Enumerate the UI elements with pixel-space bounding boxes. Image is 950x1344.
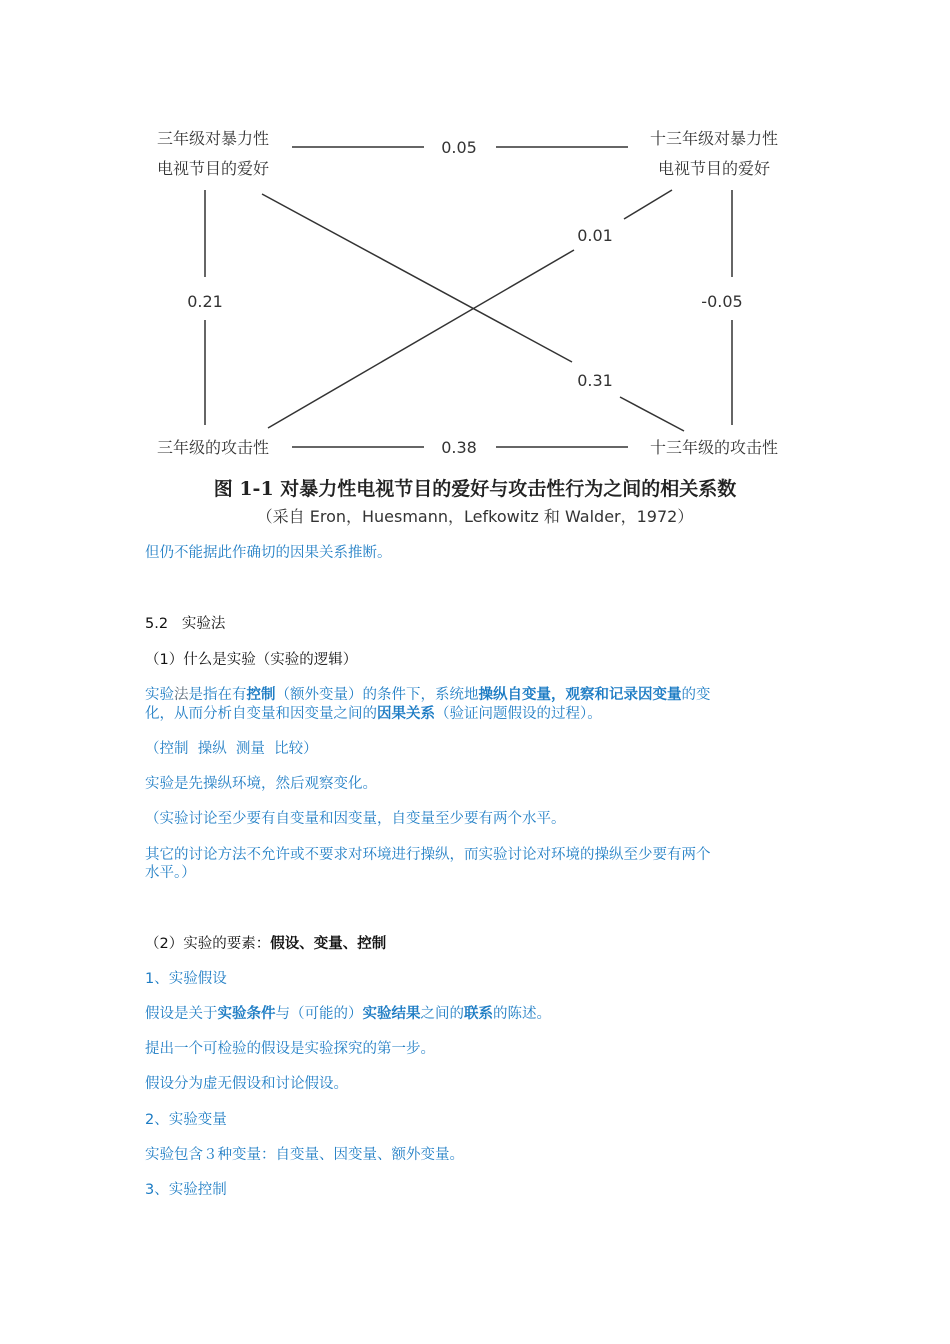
correlation-diagram <box>0 0 950 530</box>
figure-source: （采自 Eron，Huesmann，Lefkowitz 和 Walder，1972） <box>256 507 694 526</box>
def-text-c: 是指在有 <box>188 687 247 703</box>
heading-2-text: （2）实验的要素： <box>145 936 271 952</box>
corr-right: -0.05 <box>701 292 743 311</box>
def-bold-control: 控制 <box>246 687 276 703</box>
hyp-bold-relation: 联系 <box>464 1006 493 1022</box>
paragraph-causal: 但仍不能据此作确切的因果关系推断。 <box>145 545 392 561</box>
hyp-bold-result: 实验结果 <box>362 1006 421 1022</box>
paragraph-first-step: 提出一个可检验的假设是实验探究的第一步。 <box>145 1041 435 1057</box>
definition-line-2 <box>145 705 815 724</box>
paragraph-control-list: （控制 操纵 测量 比较） <box>145 741 318 757</box>
hyp-text-a: 假设是关于 <box>145 1006 218 1022</box>
corr-cross-down: 0.31 <box>577 371 613 390</box>
bl-label: 三年级的攻击性 <box>156 438 270 457</box>
cross-up-line-end <box>624 190 672 219</box>
tr-label-line1: 十三年级对暴力性 <box>649 129 779 148</box>
def-text-i: 的变 <box>681 687 711 703</box>
tr-label-line2: 电视节目的爱好 <box>657 159 771 178</box>
br-label: 十三年级的攻击性 <box>649 438 779 457</box>
item-heading-control: 3、实验控制 <box>145 1182 227 1198</box>
section-heading-5-2: 5.2 实验法 <box>145 616 226 632</box>
corr-cross-up: 0.01 <box>577 226 613 245</box>
def2-text-a: 化，从而分析自变量和因变量之间的 <box>145 706 377 722</box>
corr-top: 0.05 <box>441 138 477 157</box>
paragraph-other-line-2: 水平。） <box>145 865 196 881</box>
paragraph-hypothesis <box>145 1005 815 1024</box>
def-bold-comma: ， <box>551 687 566 703</box>
def-bold-dv: 观察和记录因变量 <box>565 687 682 703</box>
def-text-e: （额外变量）的条件下，系统地 <box>275 687 479 703</box>
item-heading-variables: 2、实验变量 <box>145 1112 227 1128</box>
tl-label-line2: 电视节目的爱好 <box>156 159 270 178</box>
hyp-text-c: 与（可能的） <box>275 1006 363 1022</box>
paragraph-other-line-1: 其它的讨论方法不允许或不要求对环境进行操纵，而实验讨论对环境的操纵至少要有两个 <box>145 847 711 863</box>
hyp-bold-condition: 实验条件 <box>217 1006 276 1022</box>
corr-left: 0.21 <box>187 292 223 311</box>
paragraph-manipulate-first: 实验是先操纵环境，然后观察变化。 <box>145 776 377 792</box>
subsection-heading-2 <box>145 935 815 954</box>
item-heading-hypothesis: 1、实验假设 <box>145 971 227 987</box>
hyp-text-g: 的陈述。 <box>493 1006 551 1022</box>
corr-bottom: 0.38 <box>441 438 477 457</box>
def-text-a: 实验 <box>145 687 174 703</box>
figure-caption: 图 1-1 对暴力性电视节目的爱好与攻击性行为之间的相关系数 <box>213 478 737 500</box>
def2-bold-causal: 因果关系 <box>377 706 435 722</box>
subsection-heading-1: （1）什么是实验（实验的逻辑） <box>145 652 358 668</box>
paragraph-minimum: （实验讨论至少要有自变量和因变量，自变量至少要有两个水平。 <box>145 811 566 827</box>
diagram-lines <box>205 147 732 447</box>
def-text-b: 法 <box>174 687 189 703</box>
tl-label-line1: 三年级对暴力性 <box>156 129 270 148</box>
definition-line-1 <box>145 686 815 705</box>
hyp-text-e: 之间的 <box>420 1006 464 1022</box>
heading-2-bold: 假设、变量、控制 <box>270 936 387 952</box>
cross-down-line-end <box>620 397 684 431</box>
def-bold-iv: 操纵自变量 <box>478 687 551 703</box>
paragraph-hypothesis-kinds: 假设分为虚无假设和讨论假设。 <box>145 1076 348 1092</box>
paragraph-variables: 实验包含３种变量：自变量、因变量、额外变量。 <box>145 1147 464 1163</box>
def2-text-c: （验证问题假设的过程）。 <box>435 706 602 722</box>
